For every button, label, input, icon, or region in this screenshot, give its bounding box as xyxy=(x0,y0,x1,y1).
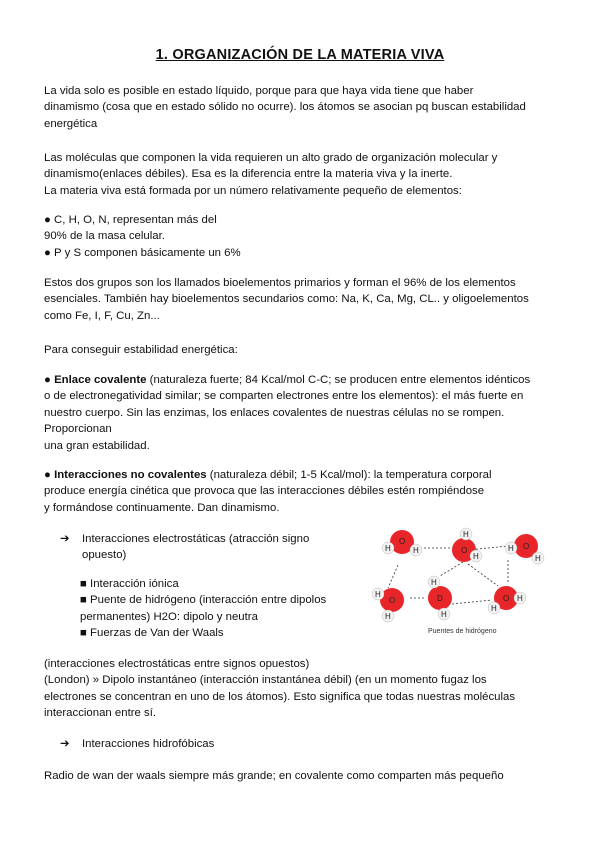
text-line: produce energía cinética que provoca que las interacciones débiles estén rompiéndose xyxy=(44,485,485,498)
atom-label: H xyxy=(375,590,381,599)
text-line: nuestro cuerpo. Sin las enzimas, los enlaces covalentes de nuestras células no se rompen. xyxy=(44,406,505,419)
electrostatic-label: Interacciones electrostáticas (atracción signo xyxy=(82,533,310,545)
atom-label: H xyxy=(508,544,514,553)
text-line xyxy=(44,467,559,483)
water-molecules-diagram xyxy=(368,520,554,640)
arrow-right-icon: ➔ xyxy=(60,738,70,750)
list-item: ● C, H, O, N, representan más del xyxy=(44,214,217,226)
atom-label: D xyxy=(437,594,443,603)
electrostatic-item xyxy=(60,531,350,564)
atom-label: H xyxy=(463,530,469,539)
hydrogen-bond-line xyxy=(468,564,498,586)
atom-label: H xyxy=(517,594,523,603)
noncovalent-section xyxy=(44,467,559,516)
hydrogen-bonds-figure xyxy=(368,520,554,640)
text-line: una gran estabilidad. xyxy=(44,439,150,452)
atom-label: H xyxy=(385,544,391,553)
water-molecule xyxy=(505,534,544,564)
hydrophobic-item xyxy=(60,736,350,752)
covalent-bond-desc: (naturaleza fuerte; 84 Kcal/mol C-C; se producen entre elementos idénticos xyxy=(146,374,531,386)
text-line: interaccionan entre sí. xyxy=(44,707,157,720)
text-line: La vida solo es posible en estado líquido, porque para que haya vida tiene que haber xyxy=(44,85,474,97)
page-title: 1. ORGANIZACIÓN DE LA MATERIA VIVA xyxy=(155,47,445,63)
list-item: ● P y S componen básicamente un 6% xyxy=(44,246,241,259)
text-line: Para conseguir estabilidad energética: xyxy=(44,344,238,356)
text-line: Proporcionan xyxy=(44,423,112,436)
atom-label: O xyxy=(399,537,406,546)
list-item: ■ Interacción iónica xyxy=(80,578,179,590)
atom-label: O xyxy=(461,546,468,555)
paragraph-radius xyxy=(44,768,559,784)
text-line: Estos dos grupos son los llamados bioelementos primarios y forman el 96% de los elementos xyxy=(44,277,516,289)
text-line: y formándose continuamente. Dan dinamismo. xyxy=(44,501,280,514)
text-line: dinamismo (cosa que en estado sólido no ocurre). los átomos se asocian pq buscan estabilidad xyxy=(44,101,526,114)
atom-label: H xyxy=(385,612,391,621)
water-molecule xyxy=(452,528,482,562)
text-line xyxy=(60,736,350,752)
hydrogen-bond-line xyxy=(388,565,398,588)
atom-label: H xyxy=(413,546,419,555)
list-item: permanentes) H2O: dipolo y neutra xyxy=(80,610,258,623)
paragraph-bioelements xyxy=(44,275,559,324)
list-item: ■ Fuerzas de Van der Waals xyxy=(80,627,224,640)
bullet: ● xyxy=(44,374,51,386)
text-line: energética xyxy=(44,117,98,130)
noncovalent-term: Interacciones no covalentes xyxy=(54,469,207,481)
text-line: como Fe, I, F, Cu, Zn... xyxy=(44,309,160,322)
text-line: o de electronegatividad similar; se comparten electrones entre los elementos): el más fuerte en xyxy=(44,390,524,403)
covalent-bond-term: Enlace covalente xyxy=(54,374,147,386)
paragraph-organization xyxy=(44,150,559,199)
text-line: dinamismo(enlaces débiles). Esa es la diferencia entre la materia viva y la inerte. xyxy=(44,168,453,181)
atom-label: H xyxy=(431,578,437,587)
text-line: Las moléculas que componen la vida requieren un alto grado de organización molecular y xyxy=(44,152,498,164)
text-line xyxy=(60,531,350,547)
atom-label: H xyxy=(473,552,479,561)
atom-label: H xyxy=(535,554,541,563)
bullet: ● xyxy=(44,469,51,481)
water-molecule xyxy=(488,586,526,614)
hydrogen-bond-line xyxy=(452,600,492,604)
text-line: opuesto) xyxy=(82,549,127,562)
electrostatic-sublist xyxy=(80,576,350,642)
covalent-bond-section xyxy=(44,372,559,454)
noncovalent-desc: (naturaleza débil; 1-5 Kcal/mol): la temperatura corporal xyxy=(206,469,492,481)
text-line: La materia viva está formada por un número relativamente pequeño de elementos: xyxy=(44,184,462,197)
text-line: esenciales. También hay bioelementos secundarios como: Na, K, Ca, Mg, CL.. y oligoelementos xyxy=(44,293,529,306)
hydrophobic-label: Interacciones hidrofóbicas xyxy=(82,738,215,750)
paragraph-london xyxy=(44,656,559,722)
water-molecule xyxy=(382,530,422,556)
atom-label: H xyxy=(441,610,447,619)
text-line xyxy=(44,372,559,388)
list-item: 90% de la masa celular. xyxy=(44,230,165,243)
text-line: Radio de wan der waals siempre más grande; en covalente como comparten más pequeño xyxy=(44,770,504,782)
water-molecule xyxy=(428,576,452,620)
element-list xyxy=(44,212,559,261)
paragraph-stability xyxy=(44,342,559,358)
atom-label: O xyxy=(389,596,396,605)
atom-label: O xyxy=(523,542,530,551)
figure-caption: Puentes de hidrógeno xyxy=(428,628,497,635)
arrow-right-icon: ➔ xyxy=(60,533,70,545)
list-item: ■ Puente de hidrógeno (interacción entre dipolos xyxy=(80,594,327,607)
paragraph-intro xyxy=(44,83,559,132)
text-line: (London) » Dipolo instantáneo (interacción instantánea débil) (en un momento fugaz los xyxy=(44,674,487,687)
water-molecule xyxy=(372,588,404,622)
atom-label: H xyxy=(491,604,497,613)
text-line: (interacciones electrostáticas entre signos opuestos) xyxy=(44,658,310,670)
atom-label: O xyxy=(503,594,510,603)
text-line: electrones se concentran en uno de los átomos). Esto significa que todas nuestras moléculas xyxy=(44,690,516,703)
hydrogen-bond-line xyxy=(440,562,463,576)
